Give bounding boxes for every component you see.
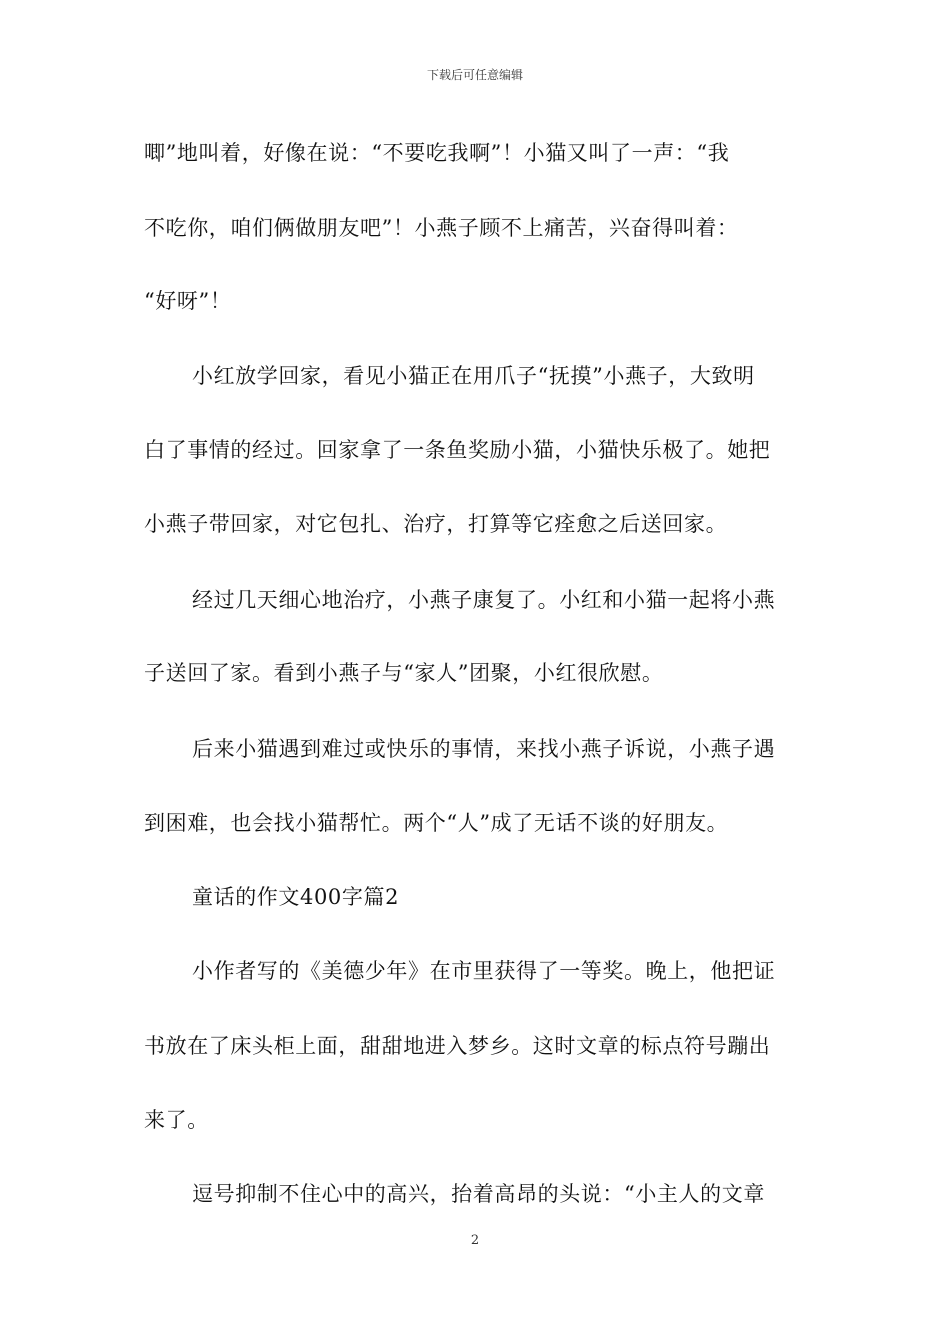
text-line: 小燕子带回家，对它包扎、治疗，打算等它痊愈之后送回家。 <box>144 512 728 536</box>
page-number: 2 <box>470 1233 480 1248</box>
paragraph-start-line: 小红放学回家，看见小猫正在用爪子“抚摸”小燕子，大致明 <box>192 364 755 388</box>
text-line: 不吃你，咱们俩做朋友吧”！小燕子顾不上痛苦，兴奋得叫着： <box>144 216 739 240</box>
text-line: “好呀”！ <box>144 289 232 313</box>
text-line: 来了。 <box>144 1108 209 1132</box>
text-line: 白了事情的经过。回家拿了一条鱼奖励小猫，小猫快乐极了。她把 <box>144 438 771 462</box>
page-header: 下载后可任意编辑 <box>426 68 523 82</box>
paragraph-start-line: 经过几天细心地治疗，小燕子康复了。小红和小猫一起将小燕 <box>192 588 776 612</box>
text-line: 子送回了家。看到小燕子与“家人”团聚，小红很欣慰。 <box>144 661 664 685</box>
paragraph-start-line: 小作者写的《美德少年》在市里获得了一等奖。晚上，他把证 <box>192 959 776 983</box>
section-heading: 童话的作文400字篇2 <box>192 885 400 909</box>
text-line: 唧”地叫着，好像在说：“不要吃我啊”！小猫又叫了一声：“我 <box>144 141 730 165</box>
paragraph-start-line: 逗号抑制不住心中的高兴，抬着高昂的头说：“小主人的文章 <box>192 1182 765 1206</box>
paragraph-start-line: 后来小猫遇到难过或快乐的事情，来找小燕子诉说，小燕子遇 <box>192 737 776 761</box>
text-line: 到困难，也会找小猫帮忙。两个“人”成了无话不谈的好朋友。 <box>144 811 729 835</box>
text-line: 书放在了床头柜上面，甜甜地进入梦乡。这时文章的标点符号蹦出 <box>144 1034 771 1058</box>
